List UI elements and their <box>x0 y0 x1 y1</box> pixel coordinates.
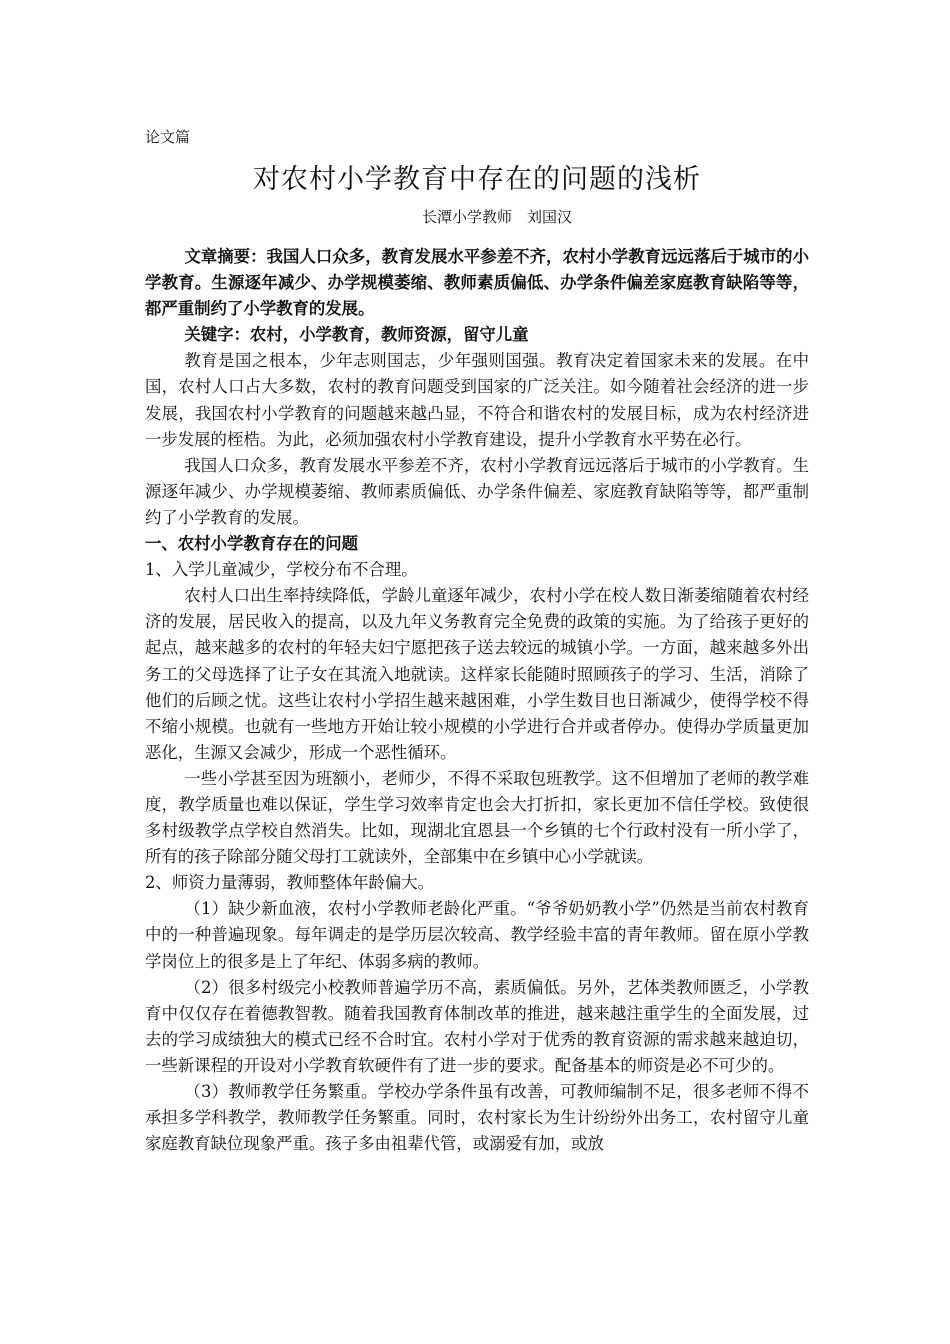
author-line: 长潭小学教师 刘国汉 <box>421 208 572 226</box>
abstract-paragraph: 文章摘要：我国人口众多，教育发展水平参差不齐，农村小学教育远远落后于城市的小学教育。生源逐年减少、办学规模萎缩、教师素质偏低、办学条件偏差家庭教育缺陷等等，都严重制约了小学教育的发展。 <box>145 247 809 319</box>
intro-paragraph-1: 教育是国之根本，少年志则国志，少年强则国强。教育决定着国家未来的发展。在中国，农村人口占大多数，农村的教育问题受到国家的广泛关注。如今随着社会经济的进一步发展，我国农村小学教育的问题越来越凸显，不符合和谐农村的发展目标，成为农村经济进一步发展的桎梏。为此，必须加强农村小学教育建设，提升小学教育水平势在必行。 <box>145 351 809 449</box>
section-heading-1: 一、农村小学教育存在的问题 <box>145 534 359 554</box>
document-page <box>145 120 809 1157</box>
page-title: 对农村小学教育中存在的问题的浅析 <box>253 164 701 195</box>
subsection-heading-2: 2、师资力量薄弱，教师整体年龄偏大。 <box>145 873 435 893</box>
subsection-1-paragraph-1: 农村人口出生率持续降低，学龄儿童逐年减少，农村小学在校人数日渐萎缩随着农村经济的发展，居民收入的提高，以及九年义务教育完全免费的政策的实施。为了给孩子更好的起点，越来越多的农村的年轻夫妇宁愿把孩子送去较远的城镇小学。一方面，越来越多外出务工的父母选择了让子女在其流入地就读。这样家长能随时照顾孩子的学习、生活，消除了他们的后顾之忧。这些让农村小学招生越来越困难，小学生数目也日渐减少，使得学校不得不缩小规模。也就有一些地方开始让较小规模的小学进行合并或者停办。使得办学质量更加恶化，生源又会减少，形成一个恶性循环。 <box>145 586 809 762</box>
keywords-paragraph: 关键字：农村，小学教育，教师资源，留守儿童 <box>184 325 529 345</box>
subsection-1-paragraph-2: 一些小学甚至因为班额小，老师少，不得不采取包班教学。这不但增加了老师的教学难度，教学质量也难以保证，学生学习效率肯定也会大打折扣，家长更加不信任学校。致使很多村级教学点学校自然消失。比如，现湖北宜恩县一个乡镇的七个行政村没有一所小学了，所有的孩子除部分随父母打工就读外，全部集中在乡镇中心小学就读。 <box>145 768 809 867</box>
intro-paragraph-2: 我国人口众多，教育发展水平参差不齐，农村小学教育远远落后于城市的小学教育。生源逐年减少、办学规模萎缩、教师素质偏低、办学条件偏差、家庭教育缺陷等等，都严重制约了小学教育的发展。 <box>145 455 809 527</box>
subsection-2-paragraph-2: （2）很多村级完小校教师普遍学历不高，素质偏低。另外，艺体类教师匮乏，小学教育中仅仅存在着德教智教。随着我国教育体制改革的推进，越来越注重学生的全面发展，过去的学习成绩独大的模式已经不合时宜。农村小学对于优秀的教育资源的需求越来越迫切，一些新课程的开设对小学教育软硬件有了进一步的要求。配备基本的师资是必不可少的。 <box>145 977 809 1075</box>
subsection-2-paragraph-1: （1）缺少新血液，农村小学教师老龄化严重。“爷爷奶奶教小学”仍然是当前农村教育中的一种普遍现象。每年调走的是学历层次较高、教学经验丰富的青年教师。留在原小学教学岗位上的很多是上了年纪、体弱多病的教师。 <box>145 899 809 971</box>
category-label: 论文篇 <box>145 128 191 146</box>
subsection-heading-1: 1、入学儿童减少，学校分布不合理。 <box>145 560 418 580</box>
subsection-2-paragraph-3: （3）教师教学任务繁重。学校办学条件虽有改善，可教师编制不足，很多老师不得不承担多学科教学，教师教学任务繁重。同时，农村家长为生计纷纷外出务工，农村留守儿童家庭教育缺位现象严重。孩子多由祖辈代管，或溺爱有加，或放 <box>145 1082 809 1154</box>
